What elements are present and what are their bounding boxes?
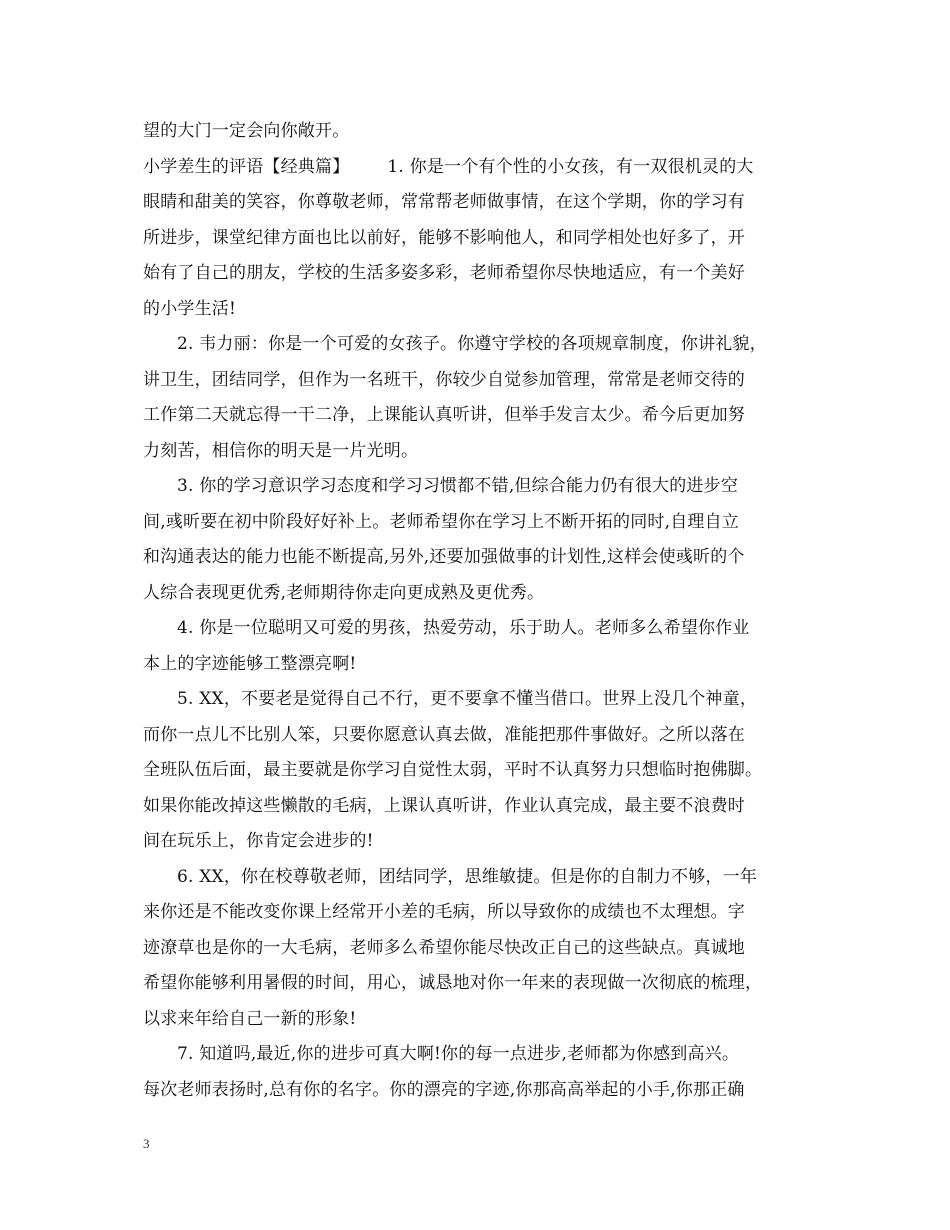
text-line: 迹潦草也是你的一大毛病，老师多么希望你能尽快改正自己的这些缺点。真诚地 xyxy=(143,937,745,958)
section-title: 小学差生的评语【经典篇】 xyxy=(143,156,350,177)
paragraph-5-start: 5. XX，不要老是觉得自己不行，更不要拿不懂当借口。世界上没几个神童， xyxy=(177,689,758,709)
text-line: 和沟通表达的能力也能不断提高,另外,还要加强做事的计划性,这样会使彧昕的个 xyxy=(143,547,745,567)
text-line: 工作第二天就忘得一干二净，上课能认真听讲，但举手发言太少。希今后更加努 xyxy=(143,405,745,425)
text-line: 力刻苦，相信你的明天是一片光明。 xyxy=(143,440,419,461)
text-line: 来你还是不能改变你课上经常开小差的毛病，所以导致你的成绩也不太理想。字 xyxy=(143,902,745,922)
text-line: 讲卫生，团结同学，但作为一名班干，你较少自觉参加管理，常常是老师交待的 xyxy=(143,369,745,390)
paragraph-3-start: 3. 你的学习意识学习态度和学习习惯都不错,但综合能力仍有很大的进步空 xyxy=(177,476,739,496)
text-line: 的小学生活! xyxy=(143,298,237,319)
text-line: 全班队伍后面，最主要就是你学习自觉性太弱，平时不认真努力只想临时抱佛脚。 xyxy=(143,760,763,780)
body-text xyxy=(143,114,815,1108)
paragraph-2-start: 2. 韦力丽：你是一个可爱的女孩子。你遵守学校的各项规章制度，你讲礼貌， xyxy=(177,334,767,354)
text-line: 希望你能够利用暑假的时间，用心，诚恳地对你一年来的表现做一次彻底的梳理， xyxy=(143,973,763,993)
text-line: 人综合表现更优秀,老师期待你走向更成熟及更优秀。 xyxy=(143,582,545,603)
paragraph-7-start: 7. 知道吗,最近,你的进步可真大啊!你的每一点进步,老师都为你感到高兴。 xyxy=(177,1044,740,1064)
text-line: 所进步，课堂纪律方面也比以前好，能够不影响他人，和同学相处也好多了，开 xyxy=(143,227,745,248)
text-line: 间在玩乐上，你肯定会进步的! xyxy=(143,831,374,851)
text-line xyxy=(143,150,815,186)
text-line: 望的大门一定会向你敞开。 xyxy=(143,121,350,141)
text-line: 间,彧昕要在初中阶段好好补上。老师希望你在学习上不断开拓的同时,自理自立 xyxy=(143,511,740,532)
paragraph-6-start: 6. XX，你在校尊敬老师，团结同学，思维敏捷。但是你的自制力不够，一年 xyxy=(177,866,758,887)
text-line: 始有了自己的朋友，学校的生活多姿多彩，老师希望你尽快地适应，有一个美好 xyxy=(143,263,745,283)
text-line: 每次老师表扬时,总有你的名字。你的漂亮的字迹,你那高高举起的小手,你那正确 xyxy=(143,1079,745,1100)
text-line: 眼睛和甜美的笑容，你尊敬老师，常常帮老师做事情，在这个学期，你的学习有 xyxy=(143,192,745,212)
text-line: 如果你能改掉这些懒散的毛病，上课认真听讲，作业认真完成，最主要不浪费时 xyxy=(143,795,745,816)
text-line: 以求来年给自己一新的形象! xyxy=(143,1008,357,1029)
paragraph-1-start: 1. 你是一个有个性的小女孩，有一双很机灵的大 xyxy=(387,156,754,177)
page-number: 3 xyxy=(143,1136,150,1151)
paragraph-4-start: 4. 你是一位聪明又可爱的男孩，热爱劳动，乐于助人。老师多么希望你作业 xyxy=(177,618,750,638)
text-line: 本上的字迹能够工整漂亮啊! xyxy=(143,653,357,674)
text-line: 而你一点儿不比别人笨，只要你愿意认真去做，准能把那件事做好。之所以落在 xyxy=(143,724,745,745)
